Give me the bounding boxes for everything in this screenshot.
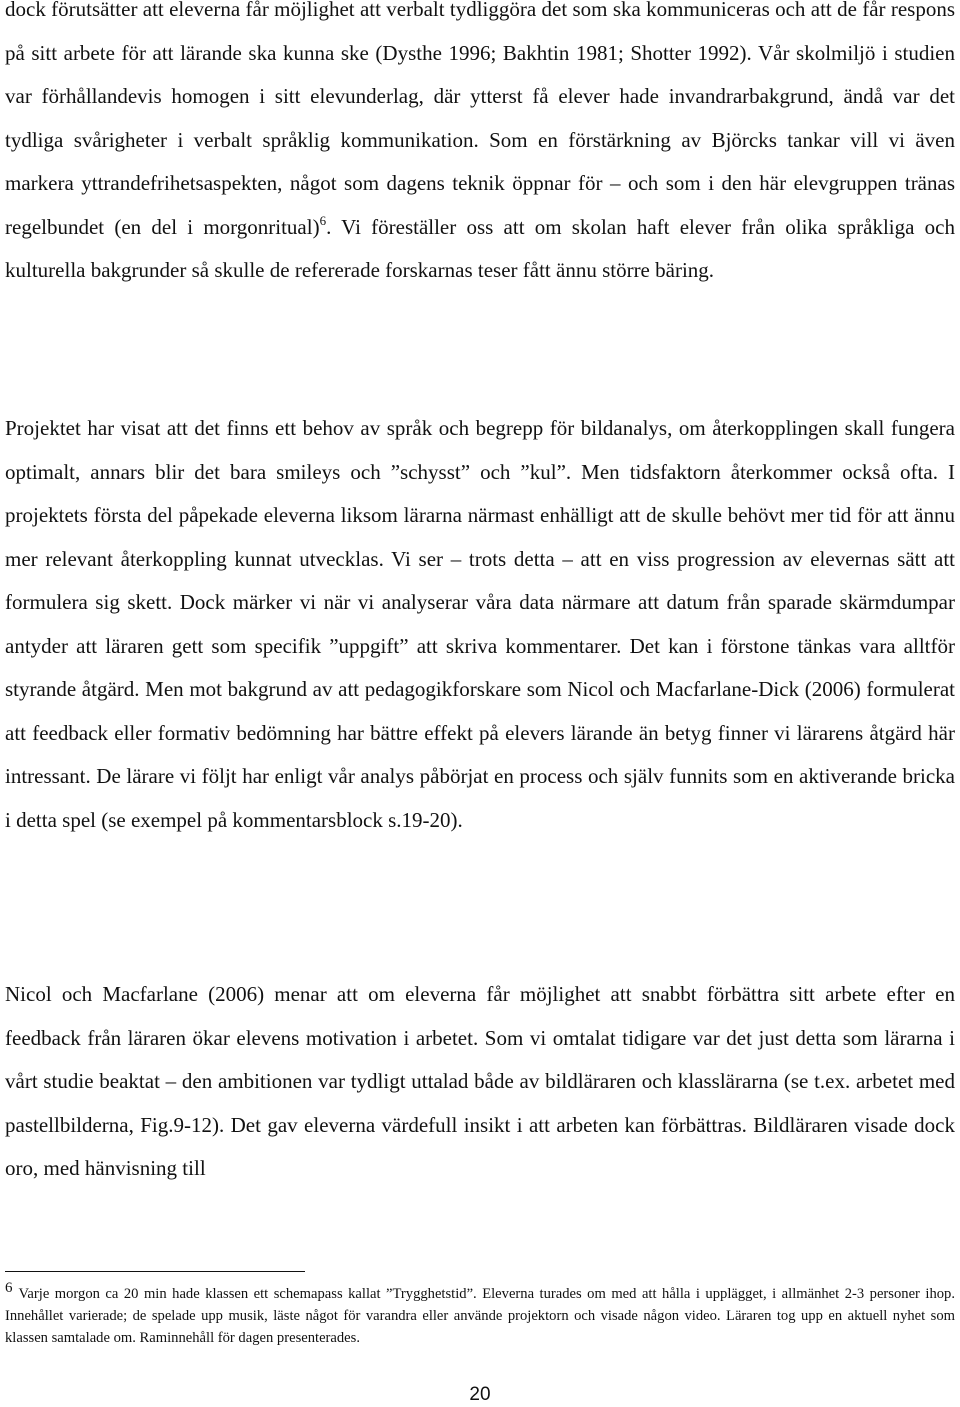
paragraph-3-text: Nicol och Macfarlane (2006) menar att om eleverna får möjlighet att snabbt förbättra sitt arbete efter en feedback från läraren ökar elevens motivation i arbetet. Som vi omtalat tidigare var det just detta som lärarna i vårt studie beaktat – den ambitionen var tydligt uttalad både av bildläraren och klasslärarna (se t.ex. arbetet med pastellbilderna, Fig.9-12). Det gav eleverna värdefull insikt i att arbeten kan förbättras. Bildläraren visade dock oro, med hänvisning till <box>5 982 955 1180</box>
paragraph-1-text-a: dock förutsätter att eleverna får möjlighet att verbalt tydliggöra det som ska kommuniceras och att de får respons på sitt arbete för att lärande ska kunna ske (Dysthe 1996; Bakhtin 1981; Shotter 1992). Vår skolmiljö i studien var förhållandevis homogen i sitt elevunderlag, där ytterst få elever hade invandrarbakgrund, ändå var det tydliga svårigheter i verbalt språklig kommunikation. Som en förstärkning av Björcks tankar vill vi även markera yttrandefrihetsaspekten, något som dagens teknik öppnar för – och som i den här elevgruppen tränas regelbundet (en del i morgonritual) <box>5 0 955 239</box>
footnote-text: Varje morgon ca 20 min hade klassen ett schemapass kallat ”Trygghetstid”. Eleverna turades om med att hålla i upplägget, i allmänhet 2-3 personer ihop. Innehållet varierade; de spelade upp musik, läste något för varandra eller använde projektorn och visade någon video. Läraren tog upp en aktuell nyhet som klassen samtalade om. Raminnehåll för dagen presenterades. <box>5 1286 955 1346</box>
paragraph-2-text: Projektet har visat att det finns ett behov av språk och begrepp för bildanalys, om återkopplingen skall fungera optimalt, annars blir det bara smileys och ”schysst” och ”kul”. Men tidsfaktorn återkommer också ofta. I projektets första del påpekade eleverna liksom lärarna närmast enhälligt att de skulle behövt mer tid för att ännu mer relevant återkoppling kunnat utvecklas. Vi ser – trots detta – att en viss progression av elevernas sätt att formulera sig skett. Dock märker vi när vi analyserar våra data närmare att datum från sparade skärmdumpar antyder att läraren gett som specifik ”uppgift” att skriva kommentarer. Det kan i förstone tänkas vara alltför styrande åtgärd. Men mot bakgrund av att pedagogikforskare som Nicol och Macfarlane-Dick (2006) formulerat att feedback eller formativ bedömning har bättre effekt på elevers lärande än betyg finner vi lärarens åtgärd här intressant. De lärare vi följt har enligt vår analys påbörjat en process och själv funnits som en aktiverande bricka i detta spel (se exempel på kommentarsblock s.19-20). <box>5 416 955 832</box>
footnote-reference-6[interactable]: 6 <box>319 212 327 228</box>
page-number: 20 <box>469 1384 491 1405</box>
body-paragraph-3 <box>5 973 955 1191</box>
body-paragraph-2 <box>5 407 955 842</box>
body-paragraph-1 <box>5 0 955 293</box>
footnote-marker: 6 <box>5 1280 13 1296</box>
paragraph-1-text-b: . Vi föreställer oss att om skolan haft elever från olika språkliga och kulturella bakgrunder så skulle de refererade forskarnas teser fått ännu större bäring. <box>5 214 955 282</box>
footnote-separator <box>5 1271 305 1272</box>
footnote-6 <box>5 1280 955 1349</box>
